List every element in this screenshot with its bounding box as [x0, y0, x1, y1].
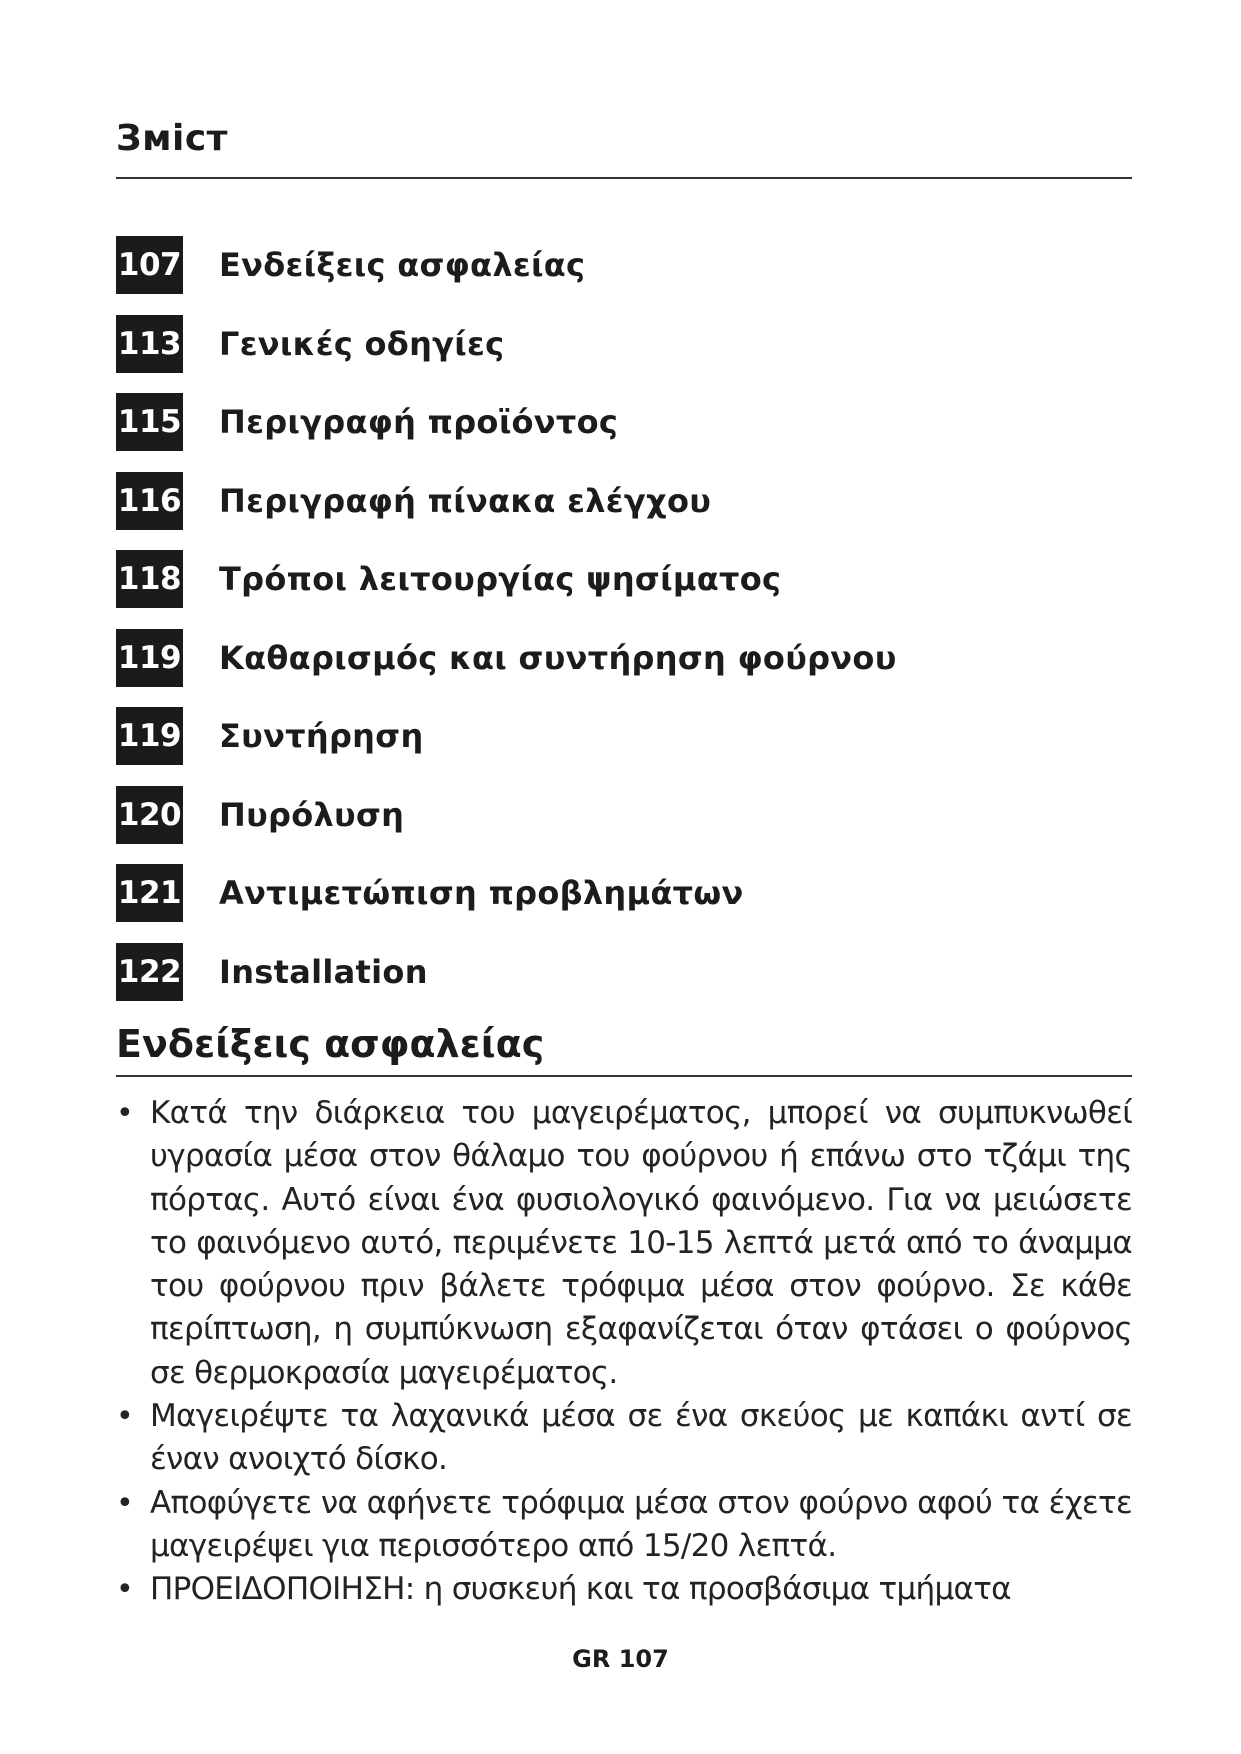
toc-item[interactable]	[116, 305, 1132, 384]
toc-page-number: 119	[116, 629, 183, 687]
section-heading-rule	[116, 1075, 1132, 1077]
toc-heading: Зміст	[116, 118, 229, 159]
toc-list	[116, 226, 1132, 1011]
toc-item[interactable]	[116, 383, 1132, 462]
toc-page-number: 116	[116, 472, 183, 530]
toc-item-title: Τρόποι λειτουργίας ψησίματος	[219, 560, 782, 599]
toc-page-number: 122	[116, 943, 183, 1001]
toc-page-number: 118	[116, 550, 183, 608]
toc-page-number: 107	[116, 236, 183, 294]
toc-item-title: Γενικές οδηγίες	[219, 324, 505, 363]
safety-bullet-text: ΠΡΟΕΙΔΟΠΟΙΗΣΗ: η συσκευή και τα προσβάσιμα τμήματα	[150, 1571, 1011, 1608]
toc-page-number: 119	[116, 707, 183, 765]
section-heading-safety: Ενδείξεις ασφαλείας	[116, 1022, 545, 1066]
toc-item[interactable]	[116, 540, 1132, 619]
safety-bullet-text: Κατά την διάρκεια του μαγειρέματος, μπορεί να συμπυκνωθεί υγρασία μέσα στον θάλαμο του φούρνου ή επάνω στο τζάμι της πόρτας. Αυτό είναι ένα φυσιολογικό φαινόμενο. Για να μειώσετε το φαινόμενο αυτό, περιμένετε 10-15 λεπτά μετά από το άναμμα του φούρνου πριν βάλετε τρόφιμα μέσα στον φούρνο. Σε κάθε περίπτωση, η συμπύκνωση εξαφανίζεται όταν φτάσει ο φούρνος σε θερμοκρασία μαγειρέματος.	[150, 1095, 1132, 1391]
bullet-icon: •	[116, 1572, 133, 1608]
toc-item[interactable]	[116, 697, 1132, 776]
toc-item-title: Installation	[219, 952, 428, 991]
toc-heading-rule	[116, 177, 1132, 179]
toc-item-title: Συντήρηση	[219, 717, 424, 756]
toc-item[interactable]	[116, 933, 1132, 1012]
toc-page-number: 120	[116, 786, 183, 844]
toc-item[interactable]	[116, 619, 1132, 698]
toc-item-title: Ενδείξεις ασφαλείας	[219, 246, 586, 285]
toc-item-title: Περιγραφή προϊόντος	[219, 403, 619, 442]
toc-page-number: 113	[116, 315, 183, 373]
toc-item[interactable]	[116, 462, 1132, 541]
toc-item-title: Αντιμετώπιση προβλημάτων	[219, 874, 744, 913]
toc-item-title: Περιγραφή πίνακα ελέγχου	[219, 481, 712, 520]
bullet-icon: •	[116, 1399, 133, 1435]
safety-bullet	[116, 1395, 1132, 1482]
safety-bullet	[116, 1482, 1132, 1569]
safety-bullet	[116, 1568, 1132, 1611]
safety-bullet-text: Αποφύγετε να αφήνετε τρόφιμα μέσα στον φούρνο αφού τα έχετε μαγειρέψει για περισσότερο από 15/20 λεπτά.	[150, 1484, 1132, 1564]
toc-page-number: 121	[116, 864, 183, 922]
bullet-icon: •	[116, 1485, 133, 1521]
toc-item-title: Πυρόλυση	[219, 795, 405, 834]
safety-bullet-list	[116, 1092, 1132, 1612]
toc-item[interactable]	[116, 854, 1132, 933]
safety-bullet	[116, 1092, 1132, 1395]
safety-bullet-text: Μαγειρέψτε τα λαχανικά μέσα σε ένα σκεύος με καπάκι αντί σε έναν ανοιχτό δίσκο.	[150, 1398, 1132, 1478]
toc-item-title: Καθαρισμός και συντήρηση φούρνου	[219, 638, 897, 677]
toc-page-number: 115	[116, 393, 183, 451]
toc-item[interactable]	[116, 776, 1132, 855]
page-number-footer: GR 107	[572, 1645, 669, 1673]
bullet-icon: •	[116, 1096, 133, 1131]
toc-item[interactable]	[116, 226, 1132, 305]
